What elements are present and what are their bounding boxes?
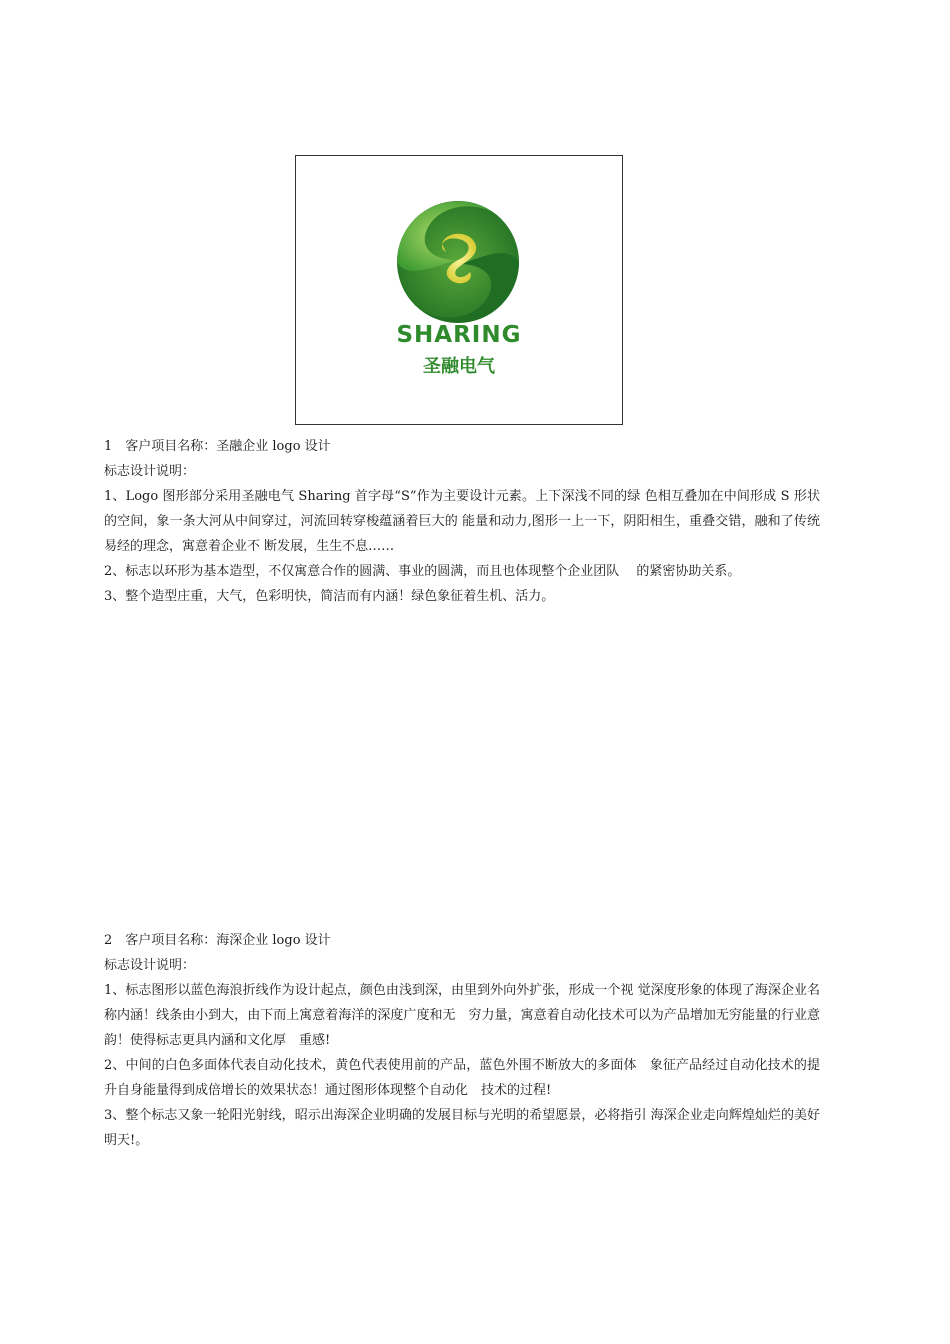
project-section-1 <box>104 434 820 609</box>
project-title: 1 客户项目名称：圣融企业 logo 设计 <box>104 439 331 454</box>
project-section-2 <box>104 928 820 1153</box>
project-title: 2 客户项目名称：海深企业 logo 设计 <box>104 933 331 948</box>
design-description-heading: 标志设计说明： <box>104 958 196 973</box>
description-paragraph: 1、标志图形以蓝色海浪折线作为设计起点，颜色由浅到深，由里到外向外扩张，形成一个视 觉深度形象的体现了海深企业名称内涵！线条由小到大，由下而上寓意着海洋的深度广度和无 穷力量，寓意着自动化技术可以为产品增加无穷能量的行业意韵！使得标志更具内涵和文化厚 重感! <box>104 983 820 1048</box>
description-paragraph: 3、整个标志又象一轮阳光射线，昭示出海深企业明确的发展目标与光明的希望愿景，必将指引 海深企业走向辉煌灿烂的美好明天!。 <box>104 1108 820 1148</box>
logo-brand-english: SHARING <box>396 322 522 348</box>
description-paragraph: 1、Logo 图形部分采用圣融电气 Sharing 首字母“S”作为主要设计元素。上下深浅不同的绿 色相互叠加在中间形成 S 形状的空间，象一条大河从中间穿过，河流回转穿梭蕴涵着巨大的 能量和动力,图形一上一下，阴阳相生，重叠交错，融和了传统易经的理念，寓意着企业不 断发展，生生不息…… <box>104 489 820 554</box>
sharing-logo-icon <box>296 156 624 426</box>
description-paragraph: 2、中间的白色多面体代表自动化技术，黄色代表使用前的产品，蓝色外围不断放大的多面体 象征产品经过自动化技术的提升自身能量得到成倍增长的效果状态！通过图形体现整个自动化 技术的过程! <box>104 1058 820 1098</box>
description-paragraph: 2、标志以环形为基本造型，不仅寓意合作的圆满、事业的圆满，而且也体现整个企业团队 的紧密协助关系。 <box>104 564 741 579</box>
design-description-heading: 标志设计说明： <box>104 464 196 479</box>
description-paragraph: 3、整个造型庄重，大气，色彩明快，简洁而有内涵！绿色象征着生机、活力。 <box>104 589 555 604</box>
logo-brand-chinese: 圣融电气 <box>423 356 495 377</box>
logo-image-frame <box>295 155 623 425</box>
